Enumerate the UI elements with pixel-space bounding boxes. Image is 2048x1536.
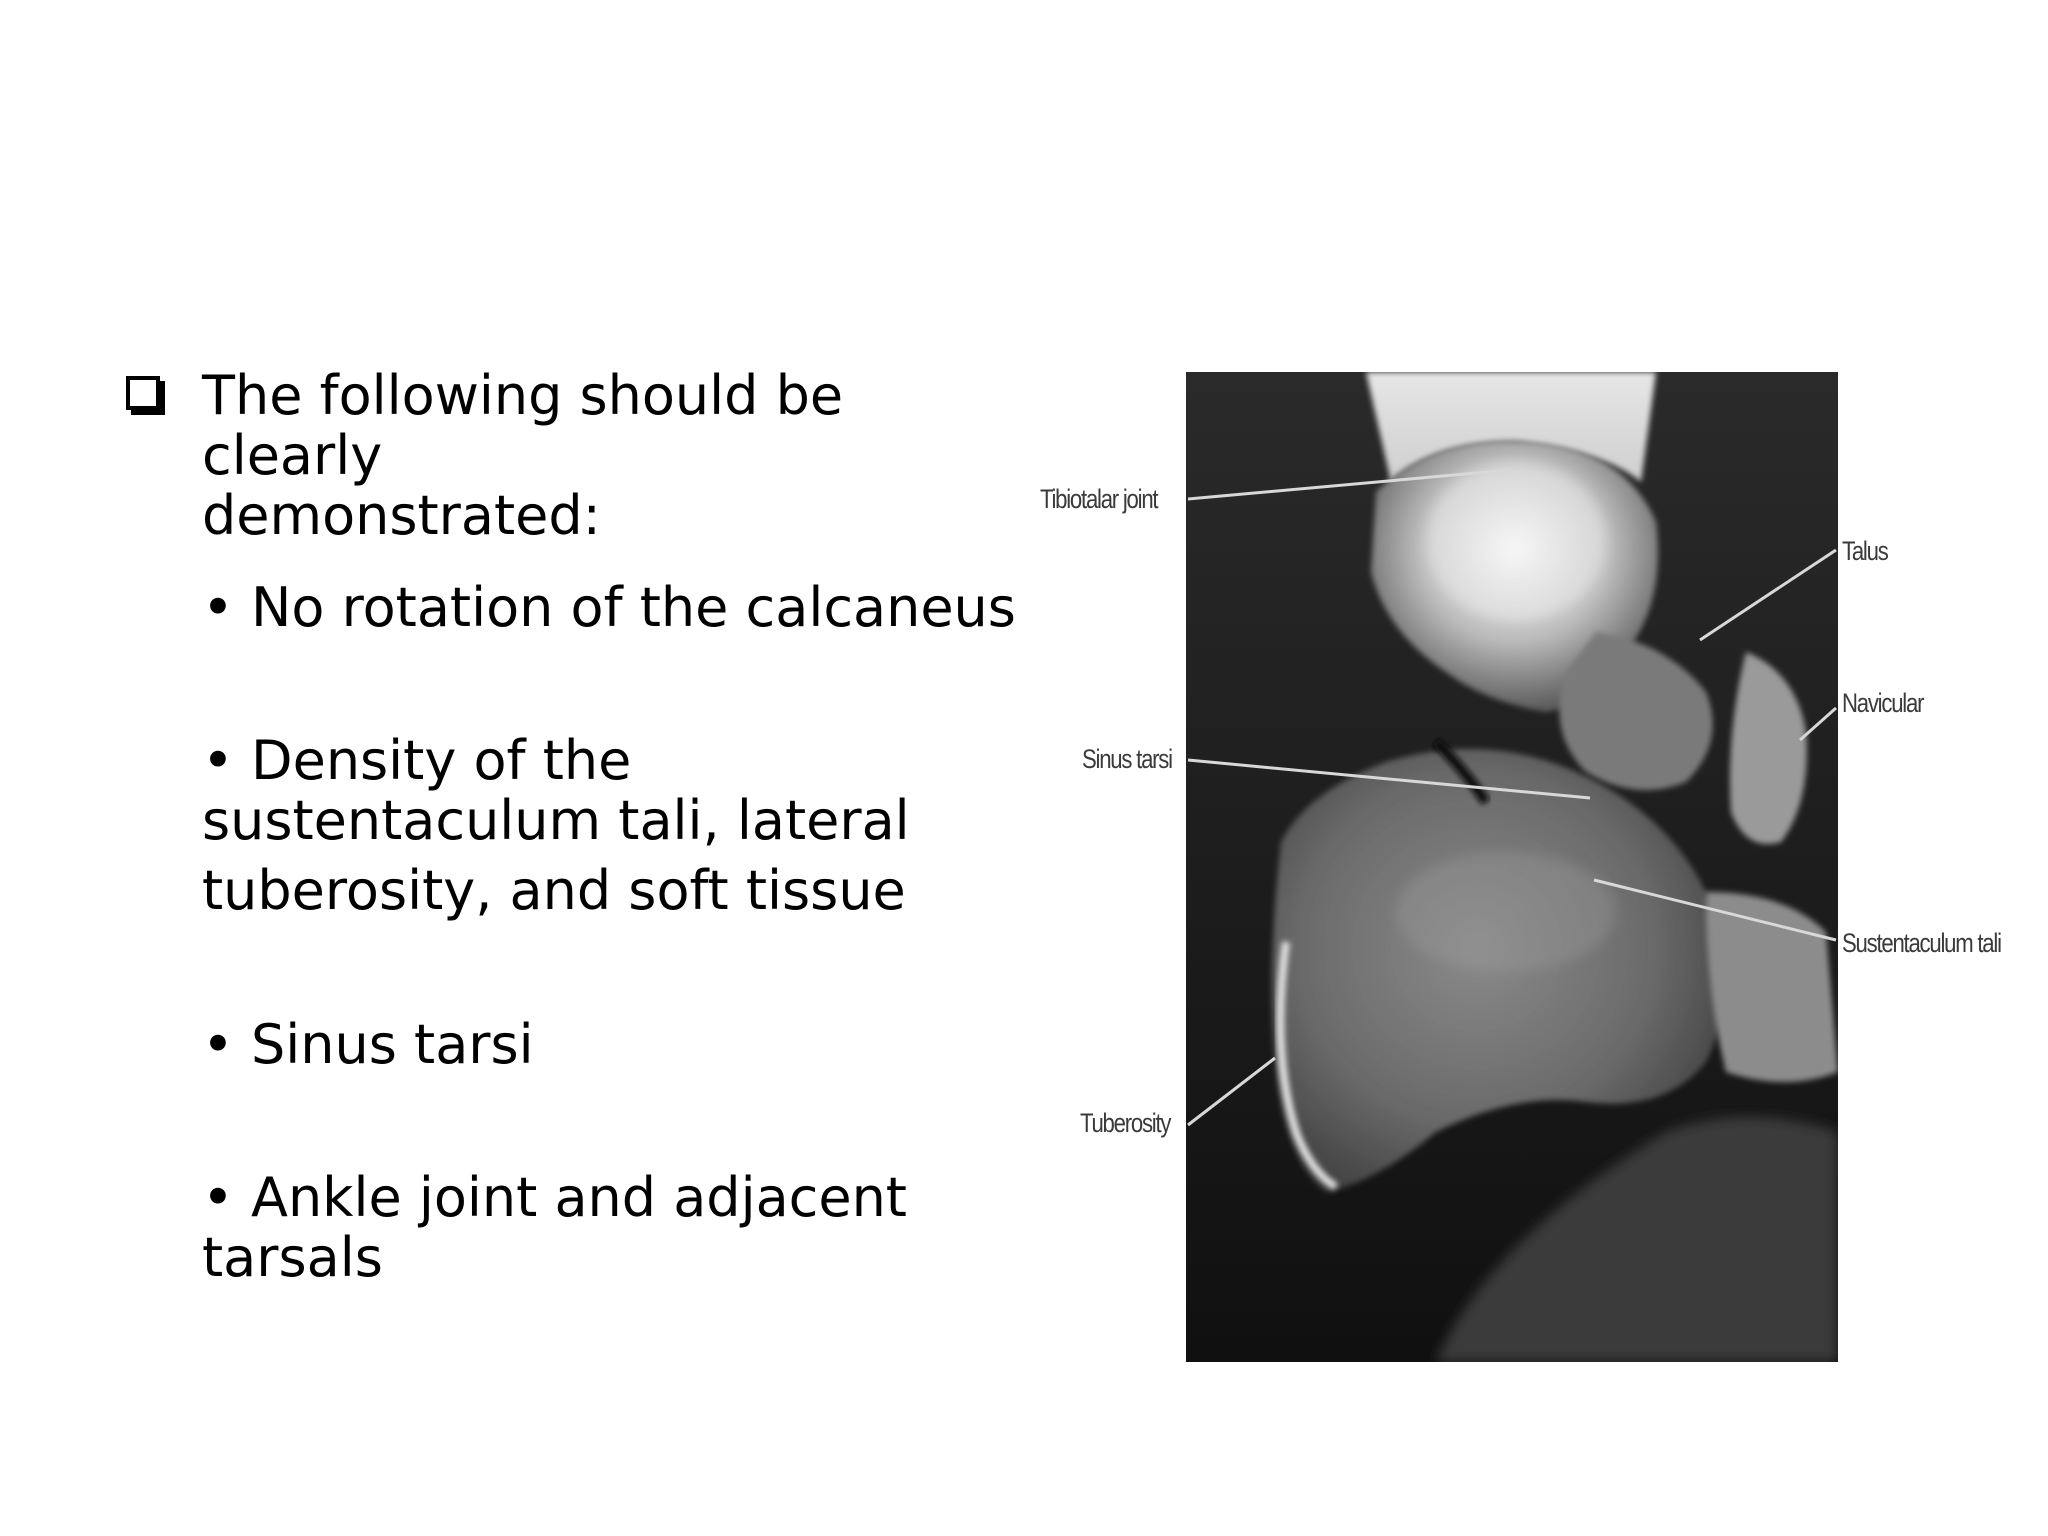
checkbox-icon <box>126 376 160 410</box>
bullet-line: sustentaculum tali, lateral <box>202 789 910 852</box>
bullet-line: • Ankle joint and adjacent <box>202 1166 907 1229</box>
calcaneus-xray-image <box>1186 372 1838 1362</box>
bullet-sinus-tarsi <box>202 1015 1022 1075</box>
heading-line-2: demonstrated: <box>202 484 601 547</box>
label-tibiotalar-joint: Tibiotalar joint <box>1040 484 1158 514</box>
bullet-line: • Density of the <box>202 729 632 792</box>
bullet-line: tarsals <box>202 1226 383 1289</box>
label-tuberosity: Tuberosity <box>1080 1108 1171 1138</box>
label-sinus-tarsi: Sinus tarsi <box>1082 744 1172 774</box>
bullet-line: • Sinus tarsi <box>202 1013 534 1076</box>
xray-drawing <box>1186 372 1838 1362</box>
bullet-no-rotation <box>202 578 1022 638</box>
heading-line-1: The following should be clearly <box>202 364 844 487</box>
label-navicular: Navicular <box>1842 688 1924 718</box>
label-talus: Talus <box>1842 536 1888 566</box>
bullet-ankle-joint <box>202 1168 1022 1288</box>
bullet-density <box>202 731 1022 921</box>
label-sustentaculum-tali: Sustentaculum tali <box>1842 928 2001 958</box>
bullet-line: tuberosity, and soft tissue <box>202 859 906 922</box>
heading-text <box>202 366 1022 546</box>
bullet-line: • No rotation of the calcaneus <box>202 576 1016 639</box>
